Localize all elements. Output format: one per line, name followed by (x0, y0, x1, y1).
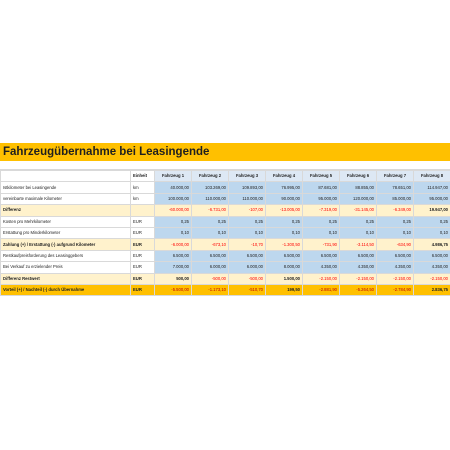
value-cell[interactable]: -500,00 (192, 273, 229, 284)
title-spacer (0, 161, 450, 170)
value-cell[interactable]: -634,90 (377, 239, 414, 250)
value-cell[interactable]: 4.350,00 (377, 262, 414, 273)
value-cell[interactable]: 0,25 (266, 216, 303, 227)
value-cell[interactable]: 120.000,00 (340, 193, 377, 204)
value-cell[interactable]: 199,50 (266, 284, 303, 295)
value-cell[interactable]: 95.000,00 (303, 193, 340, 204)
value-cell[interactable]: -1.300,50 (266, 239, 303, 250)
value-cell[interactable]: 2.836,75 (414, 284, 450, 295)
value-cell[interactable]: 114.947,00 (414, 182, 450, 193)
value-cell[interactable]: -673,10 (192, 239, 229, 250)
table-row (1, 284, 450, 295)
value-cell[interactable]: 109.893,00 (229, 182, 266, 193)
value-cell[interactable]: 0,25 (155, 216, 192, 227)
value-cell[interactable]: 110.000,00 (192, 193, 229, 204)
value-cell[interactable]: -510,70 (229, 284, 266, 295)
value-cell[interactable]: -60.000,00 (155, 205, 192, 216)
value-cell[interactable]: 78.651,00 (377, 182, 414, 193)
value-cell[interactable]: -2.150,00 (303, 273, 340, 284)
value-cell[interactable]: 8.000,00 (266, 262, 303, 273)
value-cell[interactable]: 0,10 (340, 227, 377, 238)
vehicle-header-cell[interactable]: Fahrzeug 4 (266, 171, 303, 182)
value-cell[interactable]: -5.500,00 (155, 284, 192, 295)
table-row (1, 182, 450, 193)
row-label-cell[interactable]: vereinbarte maximale Kilometer (1, 193, 131, 204)
value-cell[interactable]: -6.349,00 (377, 205, 414, 216)
value-cell[interactable]: -107,00 (229, 205, 266, 216)
row-label-cell[interactable]: Kosten pro Mehrkilometer (1, 216, 131, 227)
table-row (1, 273, 450, 284)
comparison-table (0, 170, 450, 296)
row-unit-cell[interactable]: EUR (131, 262, 155, 273)
value-cell[interactable]: 0,10 (192, 227, 229, 238)
value-cell[interactable]: 6.000,00 (229, 262, 266, 273)
value-cell[interactable]: 76.995,00 (266, 182, 303, 193)
table-row (1, 239, 450, 250)
value-cell[interactable]: 4.350,00 (414, 262, 450, 273)
value-cell[interactable]: 0,10 (266, 227, 303, 238)
value-cell[interactable]: -1.173,10 (192, 284, 229, 295)
value-cell[interactable]: -3.114,50 (340, 239, 377, 250)
value-cell[interactable]: 0,10 (155, 227, 192, 238)
row-unit-cell[interactable]: km (131, 193, 155, 204)
header-unit-cell[interactable]: Einheit (131, 171, 155, 182)
row-label-cell[interactable]: Bei Verkauf zu erzielender Preis (1, 262, 131, 273)
value-cell[interactable]: -2.150,00 (377, 273, 414, 284)
value-cell[interactable]: 0,10 (229, 227, 266, 238)
value-cell[interactable]: 1.500,00 (266, 273, 303, 284)
row-label-cell[interactable]: Differenz (1, 205, 131, 216)
value-cell[interactable]: -5.264,50 (340, 284, 377, 295)
value-cell[interactable]: 6.500,00 (414, 250, 450, 261)
header-row (1, 171, 450, 182)
value-cell[interactable]: 0,25 (340, 216, 377, 227)
row-unit-cell[interactable]: km (131, 182, 155, 193)
value-cell[interactable]: 19.947,00 (414, 205, 450, 216)
value-cell[interactable]: -7.319,00 (303, 205, 340, 216)
value-cell[interactable]: 0,25 (414, 216, 450, 227)
value-cell[interactable]: 4.986,75 (414, 239, 450, 250)
value-cell[interactable]: 0,10 (377, 227, 414, 238)
value-cell[interactable]: 4.350,00 (303, 262, 340, 273)
value-cell[interactable]: 0,25 (192, 216, 229, 227)
value-cell[interactable]: 500,00 (155, 273, 192, 284)
value-cell[interactable]: 6.500,00 (192, 250, 229, 261)
row-label-cell[interactable]: Zahlung (+) / Erstattung (-) aufgrund Kilometer (1, 239, 131, 250)
value-cell[interactable]: 100.000,00 (155, 193, 192, 204)
row-unit-cell[interactable]: EUR (131, 216, 155, 227)
value-cell[interactable]: 0,10 (414, 227, 450, 238)
value-cell[interactable]: -10,70 (229, 239, 266, 250)
value-cell[interactable]: 0,25 (303, 216, 340, 227)
value-cell[interactable]: -31.145,00 (340, 205, 377, 216)
header-label-cell[interactable] (1, 171, 131, 182)
value-cell[interactable]: 6.500,00 (303, 250, 340, 261)
table-row (1, 205, 450, 216)
value-cell[interactable]: 88.855,00 (340, 182, 377, 193)
value-cell[interactable]: 7.000,00 (155, 262, 192, 273)
table-row (1, 227, 450, 238)
vehicle-header-cell[interactable]: Fahrzeug 3 (229, 171, 266, 182)
value-cell[interactable]: 40.000,00 (155, 182, 192, 193)
value-cell[interactable]: -13.005,00 (266, 205, 303, 216)
value-cell[interactable]: 0,10 (303, 227, 340, 238)
table-row (1, 250, 450, 261)
value-cell[interactable]: 0,25 (229, 216, 266, 227)
vehicle-header-cell[interactable]: Fahrzeug 5 (303, 171, 340, 182)
row-unit-cell[interactable]: EUR (131, 273, 155, 284)
value-cell[interactable]: -2.150,00 (340, 273, 377, 284)
value-cell[interactable]: -731,90 (303, 239, 340, 250)
row-label-cell[interactable]: Erstattung pro Minderkilometer (1, 227, 131, 238)
vehicle-header-cell[interactable]: Fahrzeug 1 (155, 171, 192, 182)
row-unit-cell[interactable]: EUR (131, 284, 155, 295)
value-cell[interactable]: 87.681,00 (303, 182, 340, 193)
value-cell[interactable]: 0,25 (377, 216, 414, 227)
table-row (1, 193, 450, 204)
value-cell[interactable]: -2.784,90 (377, 284, 414, 295)
vehicle-header-cell[interactable]: Fahrzeug 8 (414, 171, 450, 182)
spreadsheet (0, 143, 450, 296)
value-cell[interactable]: -500,00 (229, 273, 266, 284)
row-label-cell[interactable]: Restkaufpreisforderung des Leasinggebers (1, 250, 131, 261)
value-cell[interactable]: 6.500,00 (340, 250, 377, 261)
vehicle-header-cell[interactable]: Fahrzeug 6 (340, 171, 377, 182)
value-cell[interactable]: 6.500,00 (266, 250, 303, 261)
sheet-title: Fahrzeugübernahme bei Leasingende (0, 143, 450, 161)
table-row (1, 216, 450, 227)
value-cell[interactable]: 110.000,00 (229, 193, 266, 204)
value-cell[interactable]: -6.000,00 (155, 239, 192, 250)
value-cell[interactable]: 6.000,00 (192, 262, 229, 273)
value-cell[interactable]: -2.881,90 (303, 284, 340, 295)
row-label-cell[interactable]: Vorteil (+) / Nachteil (-) durch Übernahme (1, 284, 131, 295)
value-cell[interactable]: -2.150,00 (414, 273, 450, 284)
vehicle-header-cell[interactable]: Fahrzeug 7 (377, 171, 414, 182)
value-cell[interactable]: 6.500,00 (155, 250, 192, 261)
row-unit-cell[interactable]: EUR (131, 239, 155, 250)
value-cell[interactable]: 103.269,00 (192, 182, 229, 193)
row-label-cell[interactable]: Istkilometer bei Leasingende (1, 182, 131, 193)
table-row (1, 262, 450, 273)
value-cell[interactable]: -6.731,00 (192, 205, 229, 216)
value-cell[interactable]: 90.000,00 (266, 193, 303, 204)
vehicle-header-cell[interactable]: Fahrzeug 2 (192, 171, 229, 182)
row-unit-cell[interactable]: EUR (131, 250, 155, 261)
value-cell[interactable]: 6.500,00 (229, 250, 266, 261)
row-label-cell[interactable]: Differenz Restwert (1, 273, 131, 284)
value-cell[interactable]: 6.500,00 (377, 250, 414, 261)
value-cell[interactable]: 85.000,00 (377, 193, 414, 204)
value-cell[interactable]: 95.000,00 (414, 193, 450, 204)
value-cell[interactable]: 4.350,00 (340, 262, 377, 273)
row-unit-cell[interactable] (131, 205, 155, 216)
row-unit-cell[interactable]: EUR (131, 227, 155, 238)
